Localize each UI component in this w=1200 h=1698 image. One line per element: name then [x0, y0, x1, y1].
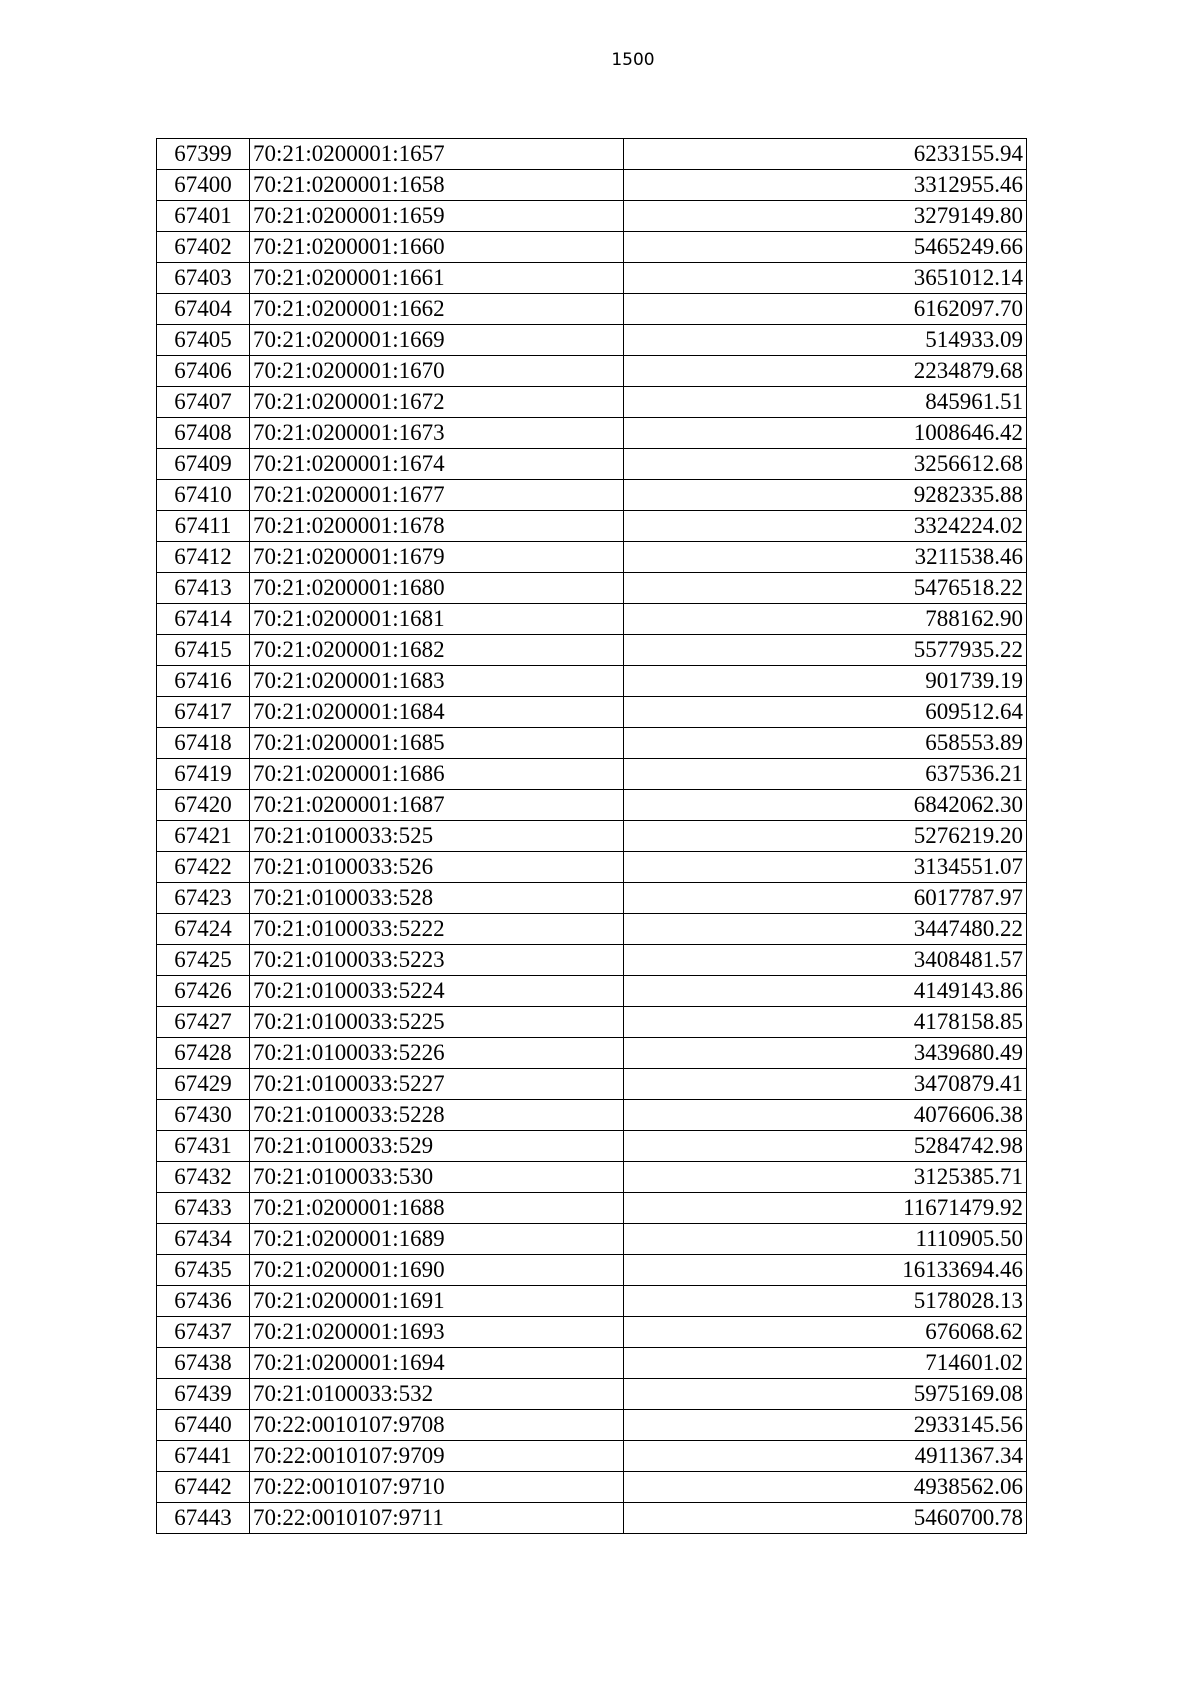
- cadastral-number-cell: 70:21:0100033:5223: [250, 945, 624, 976]
- cadastral-number-cell: 70:21:0100033:528: [250, 883, 624, 914]
- cadastral-number-cell: 70:21:0200001:1684: [250, 697, 624, 728]
- table-row: [157, 1317, 1027, 1348]
- table-row: [157, 1410, 1027, 1441]
- row-number-cell: 67422: [157, 852, 250, 883]
- cadastral-value-cell: 5476518.22: [624, 573, 1027, 604]
- cadastral-number-cell: 70:21:0200001:1690: [250, 1255, 624, 1286]
- row-number-cell: 67404: [157, 294, 250, 325]
- cadastral-value-cell: 1008646.42: [624, 418, 1027, 449]
- cadastral-value-cell: 16133694.46: [624, 1255, 1027, 1286]
- row-number-cell: 67425: [157, 945, 250, 976]
- table-row: [157, 1224, 1027, 1255]
- cadastral-number-cell: 70:21:0100033:5225: [250, 1007, 624, 1038]
- cadastral-value-cell: 676068.62: [624, 1317, 1027, 1348]
- cadastral-number-cell: 70:21:0100033:5224: [250, 976, 624, 1007]
- cadastral-value-cell: 788162.90: [624, 604, 1027, 635]
- row-number-cell: 67427: [157, 1007, 250, 1038]
- cadastral-value-cell: 3324224.02: [624, 511, 1027, 542]
- cadastral-number-cell: 70:21:0200001:1657: [250, 139, 624, 170]
- table-row: [157, 759, 1027, 790]
- table-row: [157, 139, 1027, 170]
- cadastral-value-cell: 6017787.97: [624, 883, 1027, 914]
- cadastral-number-cell: 70:21:0200001:1680: [250, 573, 624, 604]
- cadastral-value-cell: 5465249.66: [624, 232, 1027, 263]
- cadastral-number-cell: 70:21:0200001:1683: [250, 666, 624, 697]
- cadastral-value-cell: 4149143.86: [624, 976, 1027, 1007]
- row-number-cell: 67437: [157, 1317, 250, 1348]
- cadastral-value-cell: 845961.51: [624, 387, 1027, 418]
- cadastral-value-cell: 4178158.85: [624, 1007, 1027, 1038]
- table-row: [157, 232, 1027, 263]
- table-row: [157, 325, 1027, 356]
- cadastral-value-cell: 3470879.41: [624, 1069, 1027, 1100]
- row-number-cell: 67409: [157, 449, 250, 480]
- row-number-cell: 67430: [157, 1100, 250, 1131]
- table-row: [157, 387, 1027, 418]
- row-number-cell: 67400: [157, 170, 250, 201]
- table-row: [157, 790, 1027, 821]
- table-row: [157, 666, 1027, 697]
- table-row: [157, 1503, 1027, 1534]
- row-number-cell: 67440: [157, 1410, 250, 1441]
- table-row: [157, 356, 1027, 387]
- table-row: [157, 914, 1027, 945]
- cadastral-number-cell: 70:21:0100033:525: [250, 821, 624, 852]
- cadastral-value-cell: 3211538.46: [624, 542, 1027, 573]
- cadastral-value-cell: 609512.64: [624, 697, 1027, 728]
- cadastral-number-cell: 70:21:0200001:1686: [250, 759, 624, 790]
- cadastral-value-cell: 3312955.46: [624, 170, 1027, 201]
- cadastral-number-cell: 70:21:0100033:532: [250, 1379, 624, 1410]
- table-row: [157, 542, 1027, 573]
- cadastral-number-cell: 70:21:0100033:526: [250, 852, 624, 883]
- cadastral-value-cell: 5460700.78: [624, 1503, 1027, 1534]
- row-number-cell: 67429: [157, 1069, 250, 1100]
- table-row: [157, 511, 1027, 542]
- cadastral-value-cell: 5284742.98: [624, 1131, 1027, 1162]
- cadastral-value-cell: 514933.09: [624, 325, 1027, 356]
- cadastral-number-cell: 70:21:0200001:1661: [250, 263, 624, 294]
- row-number-cell: 67418: [157, 728, 250, 759]
- cadastral-number-cell: 70:21:0200001:1685: [250, 728, 624, 759]
- row-number-cell: 67416: [157, 666, 250, 697]
- row-number-cell: 67434: [157, 1224, 250, 1255]
- cadastral-value-cell: 3279149.80: [624, 201, 1027, 232]
- cadastral-number-cell: 70:21:0200001:1694: [250, 1348, 624, 1379]
- row-number-cell: 67435: [157, 1255, 250, 1286]
- cadastral-value-cell: 3256612.68: [624, 449, 1027, 480]
- table-row: [157, 604, 1027, 635]
- cadastral-number-cell: 70:21:0200001:1681: [250, 604, 624, 635]
- row-number-cell: 67431: [157, 1131, 250, 1162]
- table-row: [157, 635, 1027, 666]
- row-number-cell: 67410: [157, 480, 250, 511]
- cadastral-number-cell: 70:22:0010107:9711: [250, 1503, 624, 1534]
- cadastral-number-cell: 70:21:0100033:5228: [250, 1100, 624, 1131]
- cadastral-number-cell: 70:21:0200001:1660: [250, 232, 624, 263]
- cadastral-number-cell: 70:21:0200001:1689: [250, 1224, 624, 1255]
- cadastral-value-cell: 4076606.38: [624, 1100, 1027, 1131]
- table-row: [157, 728, 1027, 759]
- table-row: [157, 1007, 1027, 1038]
- table-row: [157, 821, 1027, 852]
- table-row: [157, 1379, 1027, 1410]
- row-number-cell: 67406: [157, 356, 250, 387]
- table-row: [157, 1162, 1027, 1193]
- cadastral-value-cell: 714601.02: [624, 1348, 1027, 1379]
- row-number-cell: 67401: [157, 201, 250, 232]
- table-row: [157, 1348, 1027, 1379]
- row-number-cell: 67407: [157, 387, 250, 418]
- row-number-cell: 67439: [157, 1379, 250, 1410]
- cadastral-value-cell: 5276219.20: [624, 821, 1027, 852]
- cadastral-number-cell: 70:21:0200001:1673: [250, 418, 624, 449]
- table-row: [157, 1193, 1027, 1224]
- cadastral-number-cell: 70:21:0200001:1669: [250, 325, 624, 356]
- cadastral-number-cell: 70:21:0100033:5222: [250, 914, 624, 945]
- row-number-cell: 67420: [157, 790, 250, 821]
- row-number-cell: 67441: [157, 1441, 250, 1472]
- cadastral-value-cell: 2933145.56: [624, 1410, 1027, 1441]
- row-number-cell: 67438: [157, 1348, 250, 1379]
- table-row: [157, 852, 1027, 883]
- row-number-cell: 67399: [157, 139, 250, 170]
- table-body: [157, 139, 1027, 1534]
- cadastral-value-cell: 6162097.70: [624, 294, 1027, 325]
- table-row: [157, 1472, 1027, 1503]
- table-row: [157, 945, 1027, 976]
- cadastral-value-cell: 11671479.92: [624, 1193, 1027, 1224]
- cadastral-value-cell: 3125385.71: [624, 1162, 1027, 1193]
- table-row: [157, 294, 1027, 325]
- cadastral-value-cell: 4911367.34: [624, 1441, 1027, 1472]
- row-number-cell: 67402: [157, 232, 250, 263]
- cadastral-number-cell: 70:21:0100033:5227: [250, 1069, 624, 1100]
- cadastral-number-cell: 70:21:0200001:1693: [250, 1317, 624, 1348]
- table-row: [157, 883, 1027, 914]
- table-row: [157, 697, 1027, 728]
- cadastral-value-cell: 3439680.49: [624, 1038, 1027, 1069]
- cadastral-number-cell: 70:21:0200001:1659: [250, 201, 624, 232]
- cadastral-number-cell: 70:21:0200001:1687: [250, 790, 624, 821]
- cadastral-value-cell: 658553.89: [624, 728, 1027, 759]
- cadastral-value-cell: 3651012.14: [624, 263, 1027, 294]
- table-row: [157, 573, 1027, 604]
- row-number-cell: 67433: [157, 1193, 250, 1224]
- cadastral-number-cell: 70:21:0200001:1662: [250, 294, 624, 325]
- cadastral-value-cell: 2234879.68: [624, 356, 1027, 387]
- cadastral-value-cell: 1110905.50: [624, 1224, 1027, 1255]
- cadastral-value-cell: 637536.21: [624, 759, 1027, 790]
- row-number-cell: 67414: [157, 604, 250, 635]
- table-row: [157, 170, 1027, 201]
- cadastral-number-cell: 70:21:0200001:1677: [250, 480, 624, 511]
- row-number-cell: 67412: [157, 542, 250, 573]
- row-number-cell: 67415: [157, 635, 250, 666]
- cadastral-value-cell: 3408481.57: [624, 945, 1027, 976]
- cadastral-value-cell: 5975169.08: [624, 1379, 1027, 1410]
- row-number-cell: 67443: [157, 1503, 250, 1534]
- cadastral-value-cell: 4938562.06: [624, 1472, 1027, 1503]
- cadastral-number-cell: 70:21:0100033:530: [250, 1162, 624, 1193]
- page-number: 1500: [611, 50, 655, 70]
- cadastral-number-cell: 70:21:0200001:1678: [250, 511, 624, 542]
- cadastral-value-cell: 5178028.13: [624, 1286, 1027, 1317]
- cadastral-value-cell: 3134551.07: [624, 852, 1027, 883]
- row-number-cell: 67411: [157, 511, 250, 542]
- table-row: [157, 1069, 1027, 1100]
- cadastral-value-cell: 3447480.22: [624, 914, 1027, 945]
- row-number-cell: 67408: [157, 418, 250, 449]
- cadastral-number-cell: 70:21:0200001:1672: [250, 387, 624, 418]
- cadastral-value-cell: 9282335.88: [624, 480, 1027, 511]
- cadastral-number-cell: 70:21:0200001:1658: [250, 170, 624, 201]
- cadastral-number-cell: 70:21:0200001:1691: [250, 1286, 624, 1317]
- row-number-cell: 67403: [157, 263, 250, 294]
- table-row: [157, 263, 1027, 294]
- cadastral-number-cell: 70:22:0010107:9709: [250, 1441, 624, 1472]
- cadastral-value-cell: 6233155.94: [624, 139, 1027, 170]
- table-row: [157, 449, 1027, 480]
- table-row: [157, 1286, 1027, 1317]
- table-row: [157, 1441, 1027, 1472]
- table-row: [157, 1038, 1027, 1069]
- cadastral-value-table: [156, 138, 1027, 1534]
- table-row: [157, 1100, 1027, 1131]
- cadastral-number-cell: 70:21:0100033:529: [250, 1131, 624, 1162]
- cadastral-value-cell: 901739.19: [624, 666, 1027, 697]
- row-number-cell: 67423: [157, 883, 250, 914]
- cadastral-number-cell: 70:21:0200001:1682: [250, 635, 624, 666]
- cadastral-number-cell: 70:21:0100033:5226: [250, 1038, 624, 1069]
- cadastral-number-cell: 70:22:0010107:9710: [250, 1472, 624, 1503]
- row-number-cell: 67405: [157, 325, 250, 356]
- row-number-cell: 67413: [157, 573, 250, 604]
- cadastral-value-cell: 5577935.22: [624, 635, 1027, 666]
- cadastral-number-cell: 70:21:0200001:1679: [250, 542, 624, 573]
- row-number-cell: 67424: [157, 914, 250, 945]
- table-row: [157, 976, 1027, 1007]
- row-number-cell: 67436: [157, 1286, 250, 1317]
- row-number-cell: 67442: [157, 1472, 250, 1503]
- cadastral-number-cell: 70:21:0200001:1670: [250, 356, 624, 387]
- row-number-cell: 67428: [157, 1038, 250, 1069]
- table-row: [157, 1255, 1027, 1286]
- table-row: [157, 480, 1027, 511]
- row-number-cell: 67417: [157, 697, 250, 728]
- table-row: [157, 418, 1027, 449]
- cadastral-number-cell: 70:22:0010107:9708: [250, 1410, 624, 1441]
- cadastral-value-cell: 6842062.30: [624, 790, 1027, 821]
- table-row: [157, 201, 1027, 232]
- cadastral-number-cell: 70:21:0200001:1688: [250, 1193, 624, 1224]
- row-number-cell: 67426: [157, 976, 250, 1007]
- row-number-cell: 67419: [157, 759, 250, 790]
- cadastral-number-cell: 70:21:0200001:1674: [250, 449, 624, 480]
- row-number-cell: 67432: [157, 1162, 250, 1193]
- table-row: [157, 1131, 1027, 1162]
- row-number-cell: 67421: [157, 821, 250, 852]
